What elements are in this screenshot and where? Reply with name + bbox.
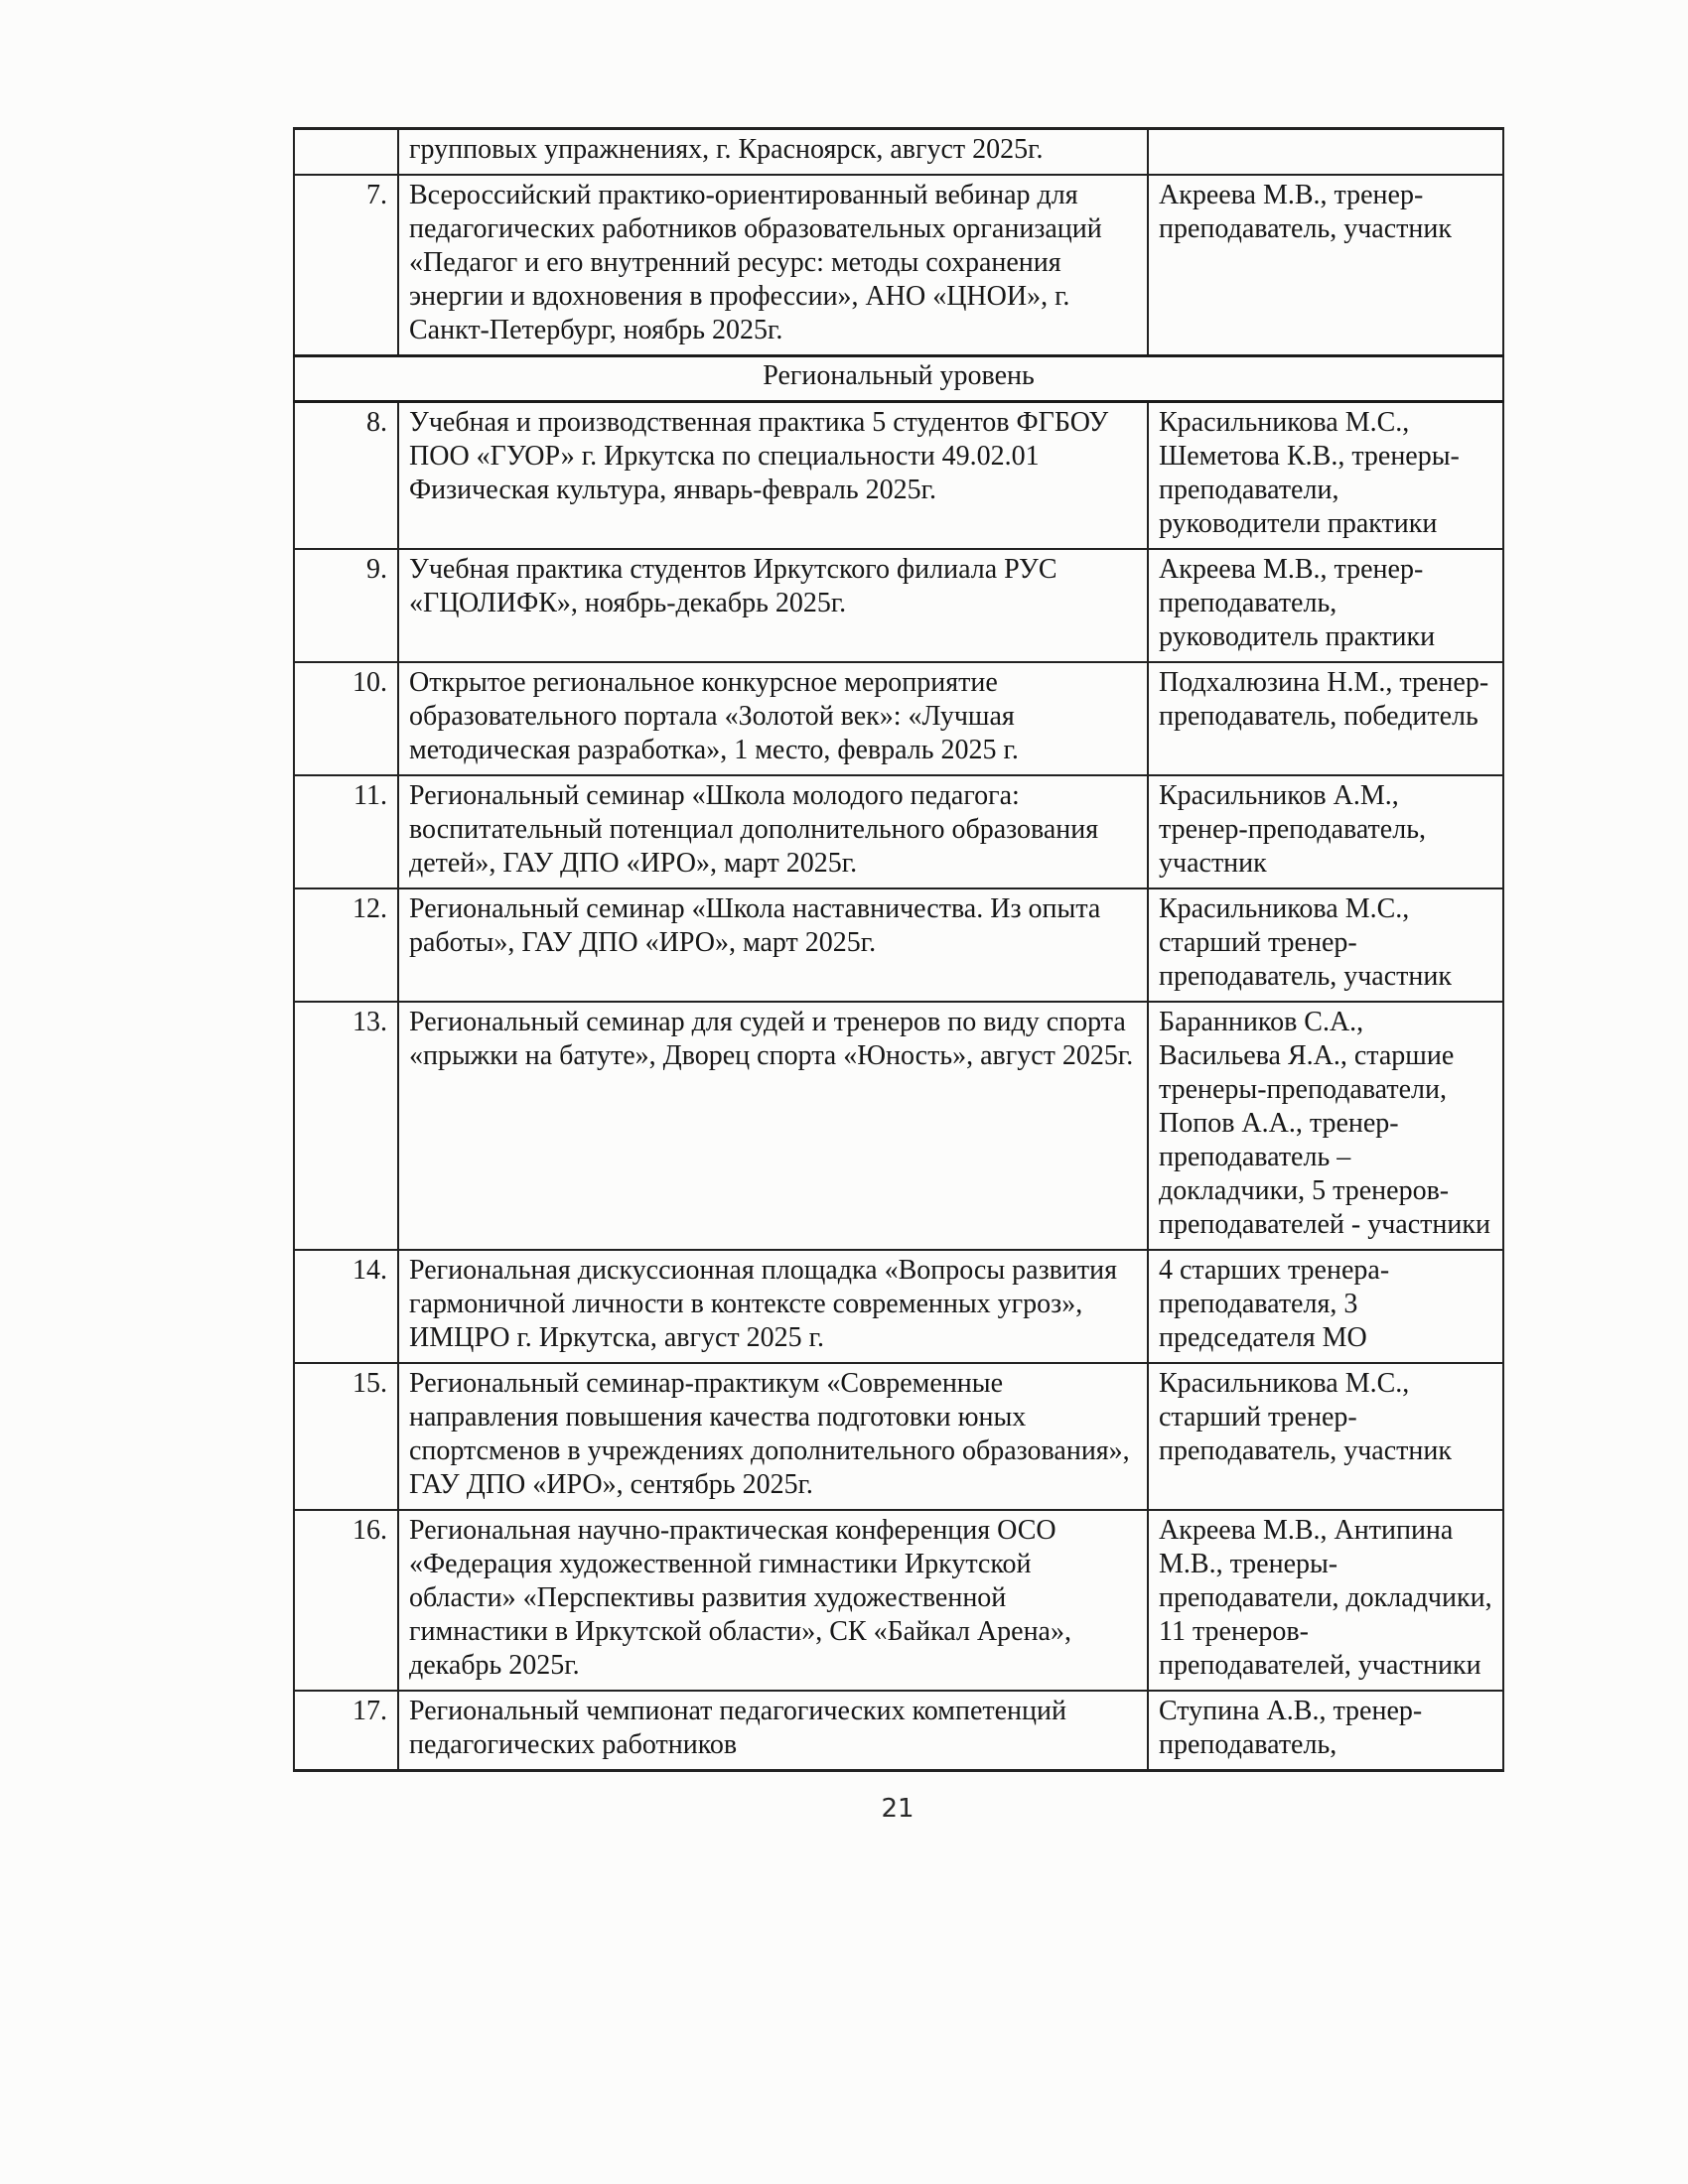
participants-cell: Акреева М.В., тренер-преподаватель, участник (1148, 175, 1503, 356)
section-header: Региональный уровень (294, 356, 1503, 402)
row-number-cell: 10. (294, 662, 398, 775)
row-number-cell (294, 129, 398, 176)
table-row (294, 129, 1503, 176)
page-content (293, 127, 1502, 1824)
table-row (294, 775, 1503, 888)
row-number-cell: 16. (294, 1510, 398, 1691)
participants-cell: Красильникова М.С., старший тренер-преподаватель, участник (1148, 888, 1503, 1002)
participants-cell (1148, 129, 1503, 176)
row-number-cell: 8. (294, 402, 398, 550)
event-description-cell: Региональный семинар «Школа молодого педагога: воспитательный потенциал дополнительного образования детей», ГАУ ДПО «ИРО», март 2025г. (398, 775, 1148, 888)
row-number-cell: 9. (294, 549, 398, 662)
row-number-cell: 14. (294, 1250, 398, 1363)
event-description-cell: Региональный семинар «Школа наставничества. Из опыта работы», ГАУ ДПО «ИРО», март 2025г. (398, 888, 1148, 1002)
page-number: 21 (881, 1794, 914, 1824)
table-row (294, 402, 1503, 550)
table-row (294, 175, 1503, 356)
table-row (294, 1250, 1503, 1363)
event-description-cell: Открытое региональное конкурсное мероприятие образовательного портала «Золотой век»: «Лучшая методическая разработка», 1 место, февраль 2025 г. (398, 662, 1148, 775)
table-row (294, 1363, 1503, 1510)
participants-cell: Ступина А.В., тренер-преподаватель, (1148, 1691, 1503, 1771)
events-table-body (294, 129, 1503, 1771)
table-row (294, 1002, 1503, 1250)
event-description-cell: Региональная дискуссионная площадка «Вопросы развития гармоничной личности в контексте современных угроз», ИМЦРО г. Иркутска, август 2025 г. (398, 1250, 1148, 1363)
row-number-cell: 7. (294, 175, 398, 356)
participants-cell: Красильников А.М., тренер-преподаватель, участник (1148, 775, 1503, 888)
participants-cell: Подхалюзина Н.М., тренер-преподаватель, победитель (1148, 662, 1503, 775)
row-number-cell: 15. (294, 1363, 398, 1510)
row-number-cell: 12. (294, 888, 398, 1002)
table-row (294, 662, 1503, 775)
event-description-cell: Региональная научно-практическая конференция ОСО «Федерация художественной гимнастики Иркутской области» «Перспективы развития художественной гимнастики в Иркутской области», СК «Байкал Арена», декабрь 2025г. (398, 1510, 1148, 1691)
participants-cell: 4 старших тренера-преподавателя, 3 председателя МО (1148, 1250, 1503, 1363)
row-number-cell: 11. (294, 775, 398, 888)
row-number-cell: 13. (294, 1002, 398, 1250)
table-row (294, 1510, 1503, 1691)
event-description-cell: Учебная практика студентов Иркутского филиала РУС «ГЦОЛИФК», ноябрь-декабрь 2025г. (398, 549, 1148, 662)
participants-cell: Красильникова М.С., Шеметова К.В., тренеры-преподаватели, руководители практики (1148, 402, 1503, 550)
event-description-cell: групповых упражнениях, г. Красноярск, август 2025г. (398, 129, 1148, 176)
participants-cell: Красильникова М.С., старший тренер-преподаватель, участник (1148, 1363, 1503, 1510)
participants-cell: Баранников С.А., Васильева Я.А., старшие тренеры-преподаватели, Попов А.А., тренер-преподаватель – докладчики, 5 тренеров-преподавателей - участники (1148, 1002, 1503, 1250)
table-row (294, 888, 1503, 1002)
events-table (293, 127, 1504, 1772)
event-description-cell: Региональный семинар-практикум «Современные направления повышения качества подготовки юных спортсменов в учреждениях дополнительного образования», ГАУ ДПО «ИРО», сентябрь 2025г. (398, 1363, 1148, 1510)
row-number-cell: 17. (294, 1691, 398, 1771)
event-description-cell: Учебная и производственная практика 5 студентов ФГБОУ ПОО «ГУОР» г. Иркутска по специальности 49.02.01 Физическая культура, январь-февраль 2025г. (398, 402, 1148, 550)
participants-cell: Акреева М.В., Антипина М.В., тренеры-преподаватели, докладчики, 11 тренеров-преподавателей, участники (1148, 1510, 1503, 1691)
event-description-cell: Всероссийский практико-ориентированный вебинар для педагогических работников образовательных организаций «Педагог и его внутренний ресурс: методы сохранения энергии и вдохновения в профессии», АНО «ЦНОИ», г. Санкт-Петербург, ноябрь 2025г. (398, 175, 1148, 356)
event-description-cell: Региональный чемпионат педагогических компетенций педагогических работников (398, 1691, 1148, 1771)
table-row (294, 1691, 1503, 1771)
section-header-row (294, 356, 1503, 402)
table-row (294, 549, 1503, 662)
participants-cell: Акреева М.В., тренер-преподаватель, руководитель практики (1148, 549, 1503, 662)
event-description-cell: Региональный семинар для судей и тренеров по виду спорта «прыжки на батуте», Дворец спорта «Юность», август 2025г. (398, 1002, 1148, 1250)
